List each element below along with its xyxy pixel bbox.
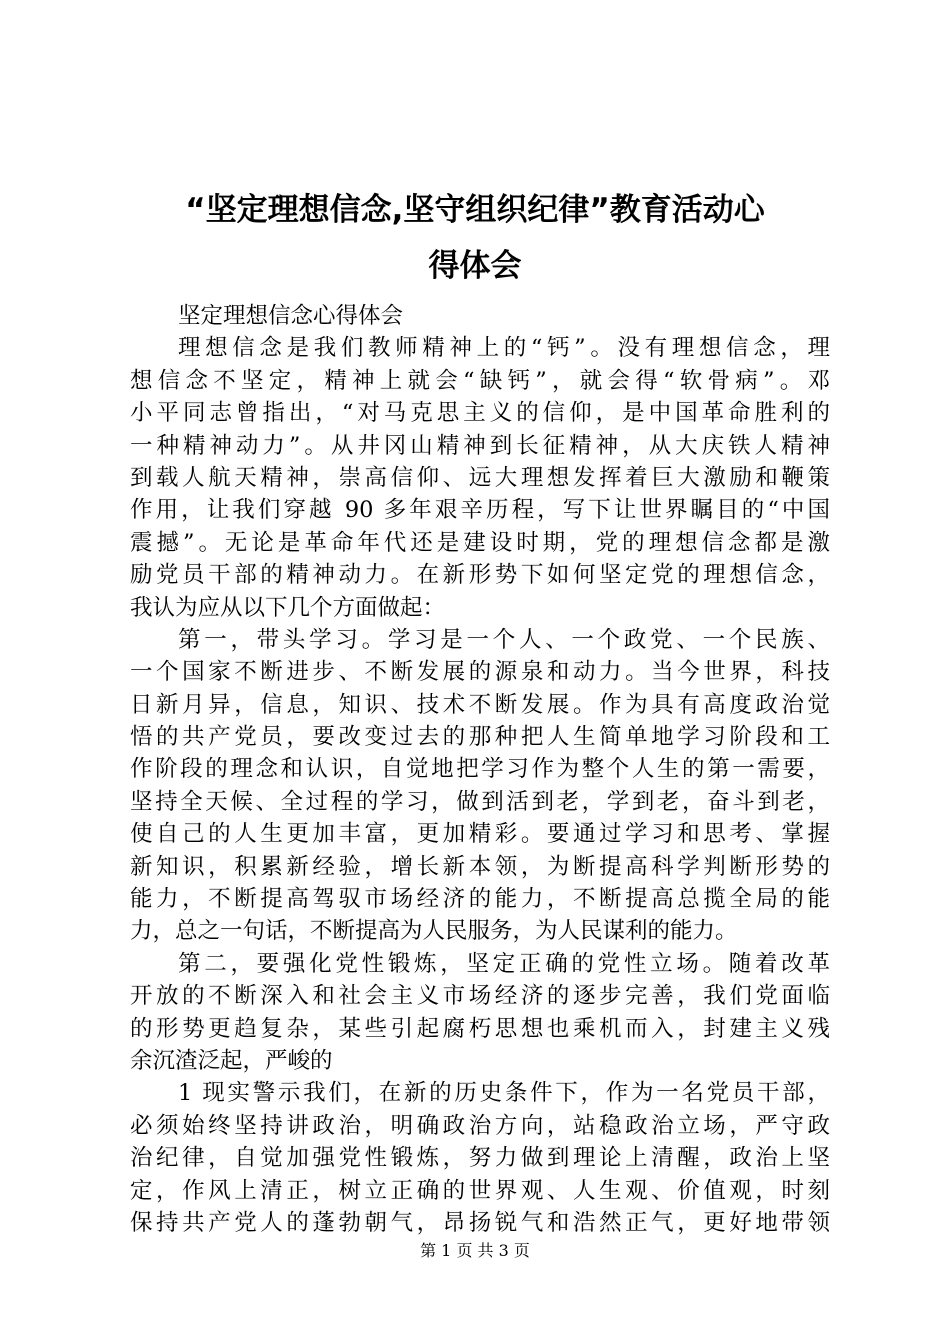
document-body [130,300,830,1239]
text-line: 定，作风上清正，树立正确的世界观、人生观、价值观，时刻 [130,1177,830,1204]
text-line: 新知识，积累新经验，增长新本领，为断提高科学判断形势的 [130,853,830,880]
title-line-1: “坚定理想信念,坚守组织纪律”教育活动心 [185,192,765,228]
page-footer: 第 1 页 共 3 页 [420,1241,530,1260]
text-line: 日新月异，信息，知识、技术不断发展。作为具有高度政治觉 [130,691,830,718]
text-line: 余沉渣泛起，严峻的 [130,1047,333,1074]
text-line: 小平同志曾指出，“对马克思主义的信仰，是中国革命胜利的 [130,400,830,427]
text-line: 第一，带头学习。学习是一个人、一个政党、一个民族、 [178,626,830,653]
text-line: 一个国家不断进步、不断发展的源泉和动力。当今世界，科技 [130,659,830,686]
document-title [120,182,830,294]
text-line: 作用，让我们穿越 90 多年艰辛历程，写下让世界瞩目的“中国 [130,497,830,524]
section-heading: 坚定理想信念心得体会 [178,303,404,329]
text-line: 作阶段的理念和认识，自觉地把学习作为整个人生的第一需要， [130,756,830,783]
text-line: 第二，要强化党性锻炼，坚定正确的党性立场。随着改革 [178,950,830,977]
text-line: 一种精神动力”。从井冈山精神到长征精神，从大庆铁人精神 [130,432,830,459]
text-line: 理想信念是我们教师精神上的“钙”。没有理想信念，理 [178,335,830,362]
text-line: 励党员干部的精神动力。在新形势下如何坚定党的理想信念， [130,562,830,589]
text-line: 保持共产党人的蓬勃朝气，昂扬锐气和浩然正气，更好地带领 [130,1209,830,1236]
text-line: 开放的不断深入和社会主义市场经济的逐步完善，我们党面临 [130,983,830,1010]
text-line: 1 现实警示我们，在新的历史条件下，作为一名党员干部， [178,1080,830,1107]
text-line: 悟的共产党员，要改变过去的那种把人生简单地学习阶段和工 [130,724,830,751]
text-line: 坚持全天候、全过程的学习，做到活到老，学到老，奋斗到老， [130,788,830,815]
text-line: 震撼”。无论是革命年代还是建设时期，党的理想信念都是激 [130,529,830,556]
text-line: 治纪律，自觉加强党性锻炼，努力做到理论上清醒，政治上坚 [130,1145,830,1172]
text-line: 的形势更趋复杂，某些引起腐朽思想也乘机而入，封建主义残 [130,1015,830,1042]
text-line: 我认为应从以下几个方面做起： [130,594,446,621]
text-line: 能力，不断提高驾驭市场经济的能力，不断提高总揽全局的能 [130,886,830,913]
text-line: 到载人航天精神，崇高信仰、远大理想发挥着巨大激励和鞭策 [130,464,830,491]
text-line: 想信念不坚定，精神上就会“缺钙”，就会得“软骨病”。邓 [130,367,830,394]
text-line: 必须始终坚持讲政治，明确政治方向，站稳政治立场，严守政 [130,1112,830,1139]
text-line: 使自己的人生更加丰富，更加精彩。要通过学习和思考、掌握 [130,821,830,848]
text-line: 力，总之一句话，不断提高为人民服务，为人民谋利的能力。 [130,918,738,945]
title-line-2: 得体会 [428,248,522,284]
